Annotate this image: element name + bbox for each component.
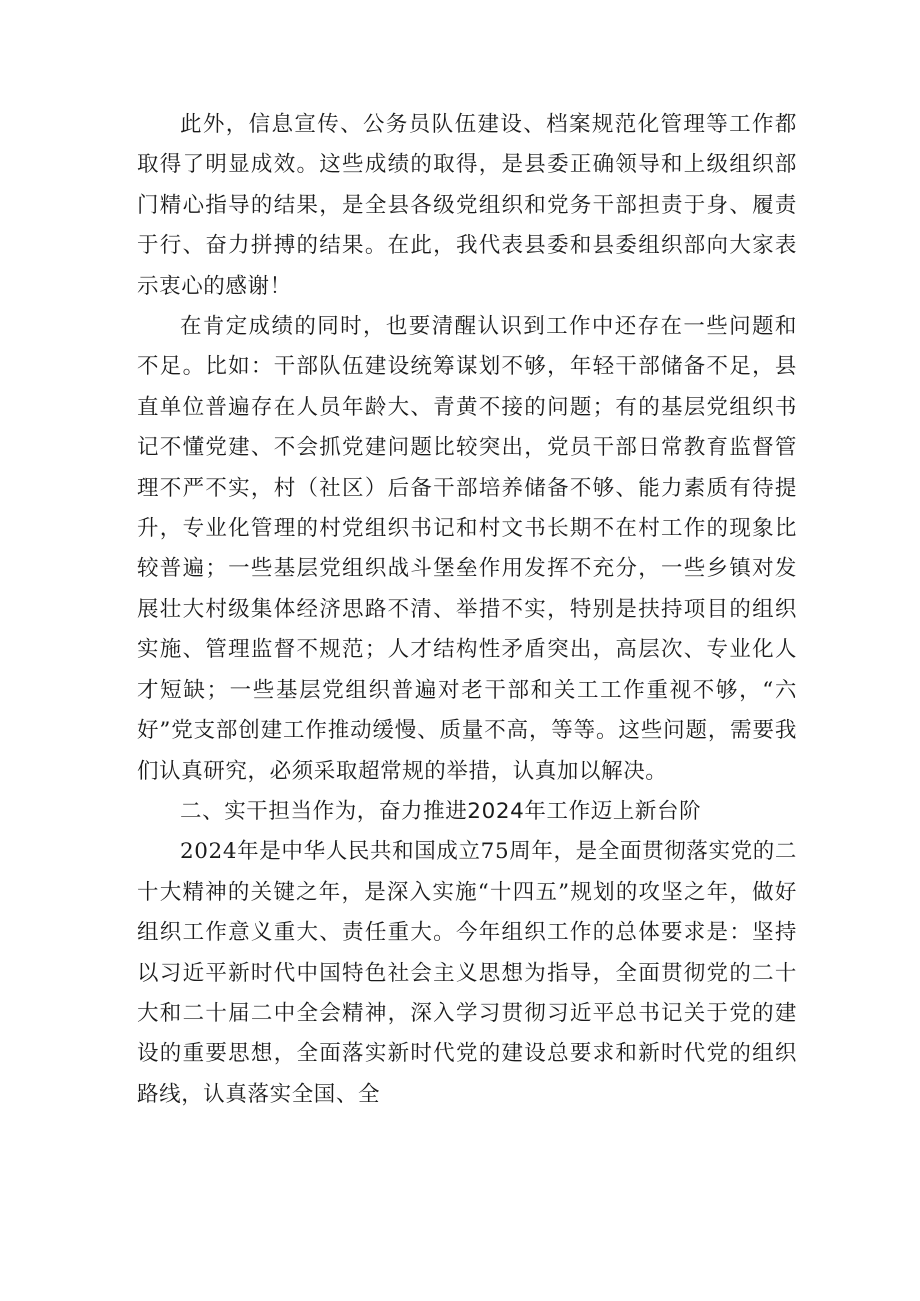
paragraph-problems: 在肯定成绩的同时，也要清醒认识到工作中还存在一些问题和不足。比如：干部队伍建设统筹谋划不够，年轻干部储备不足，县直单位普遍存在人员年龄大、青黄不接的问题；有的基层党组织书记不懂党建、不会抓党建问题比较突出，党员干部日常教育监督管理不严不实，村（社区）后备干部培养储备不够、能力素质有待提升，专业化管理的村党组织书记和村文书长期不在村工作的现象比较普遍；一些基层党组织战斗堡垒作用发挥不充分，一些乡镇对发展壮大村级集体经济思路不清、举措不实，特别是扶持项目的组织实施、管理监督不规范；人才结构性矛盾突出，高层次、专业化人才短缺；一些基层党组织普遍对老干部和关工工作重视不够，“六好”党支部创建工作推动缓慢、质量不高，等等。这些问题，需要我们认真研究，必须采取超常规的举措，认真加以解决。 [137, 314, 797, 784]
document-body [137, 105, 797, 1115]
paragraph-achievements-thanks: 此外，信息宣传、公务员队伍建设、档案规范化管理等工作都取得了明显成效。这些成绩的取得，是县委正确领导和上级组织部门精心指导的结果，是全县各级党组织和党务干部担责于身、履责于行、奋力拼搏的结果。在此，我代表县委和县委组织部向大家表示衷心的感谢！ [137, 112, 797, 299]
section-heading: 二、实干担当作为，奋力推进2024年工作迈上新台阶 [180, 798, 702, 824]
paragraph-2024-requirements: 2024年是中华人民共和国成立75周年，是全面贯彻落实党的二十大精神的关键之年，是深入实施“十四五”规划的攻坚之年，做好组织工作意义重大、责任重大。今年组织工作的总体要求是：坚持以习近平新时代中国特色社会主义思想为指导，全面贯彻党的二十大和二十届二中全会精神，深入学习贯彻习近平总书记关于党的建设的重要思想，全面落实新时代党的建设总要求和新时代党的组织路线，认真落实全国、全 [137, 839, 797, 1107]
